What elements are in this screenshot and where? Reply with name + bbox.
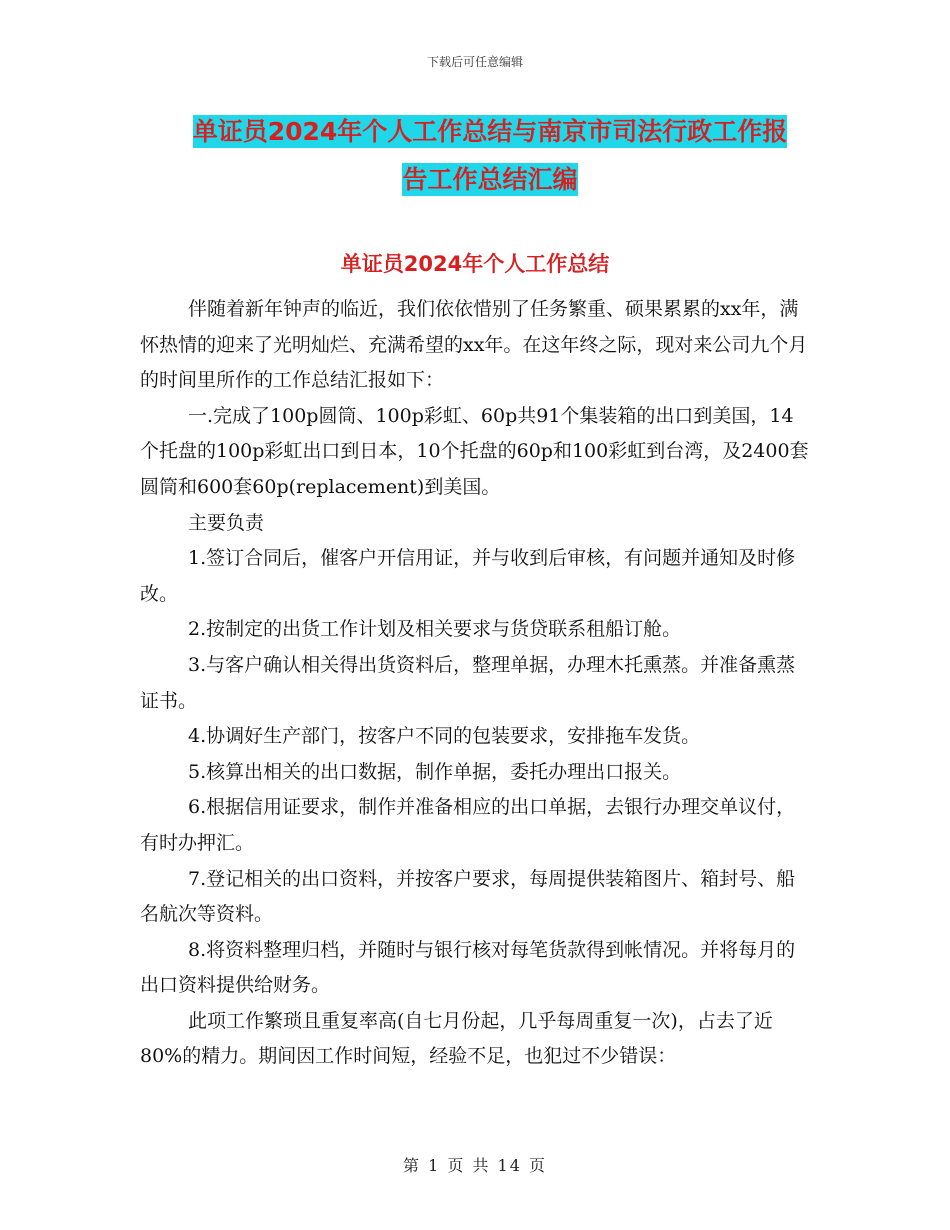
- paragraph: 1.签订合同后，催客户开信用证，并与收到后审核，有问题并通知及时修改。: [140, 547, 796, 605]
- paragraph: 4.协调好生产部门，按客户不同的包装要求，安排拖车发货。: [188, 725, 701, 748]
- title-line-1: 单证员2024年个人工作总结与南京市司法行政工作报: [192, 117, 788, 146]
- body-text: [140, 292, 812, 1075]
- paragraph: 此项工作繁琐且重复率高(自七月份起，几乎每周重复一次)，占去了近80%的精力。期间因工作时间短，经验不足，也犯过不少错误：: [140, 1009, 773, 1068]
- paragraph: 伴随着新年钟声的临近，我们依依惜别了任务繁重、硕果累累的xx年，满怀热情的迎来了光明灿烂、充满希望的xx年。在这年终之际，现对来公司九个月的时间里所作的工作总结汇报如下：: [140, 298, 808, 392]
- document-title: [140, 108, 840, 204]
- paragraph: 一.完成了100p圆筒、100p彩虹、60p共91个集装箱的出口到美国，14个托盘的100p彩虹出口到日本，10个托盘的60p和100彩虹到台湾，及2400套圆筒和600套60p(replacement)到美国。: [140, 404, 809, 498]
- paragraph: 7.登记相关的出口资料，并按客户要求，每周提供装箱图片、箱封号、船名航次等资料。: [140, 867, 796, 926]
- section-title: 单证员2024年个人工作总结: [340, 252, 610, 276]
- page-footer: 第 1 页 共 14 页: [403, 1156, 547, 1175]
- paragraph: 5.核算出相关的出口数据，制作单据，委托办理出口报关。: [188, 760, 682, 783]
- paragraph: 8.将资料整理归档，并随时与银行核对每笔货款得到帐情况。并将每月的出口资料提供给财务。: [140, 938, 796, 997]
- paragraph: 主要负责: [188, 511, 265, 534]
- header-note: 下载后可任意编辑: [426, 55, 523, 69]
- paragraph: 3.与客户确认相关得出货资料后，整理单据，办理木托熏蒸。并准备熏蒸证书。: [140, 653, 796, 712]
- paragraph: 2.按制定的出货工作计划及相关要求与货贷联系租船订舱。: [188, 618, 682, 641]
- paragraph: 6.根据信用证要求，制作并准备相应的出口单据，去银行办理交单议付，有时办押汇。: [140, 796, 796, 854]
- title-line-2: 告工作总结汇编: [402, 165, 578, 194]
